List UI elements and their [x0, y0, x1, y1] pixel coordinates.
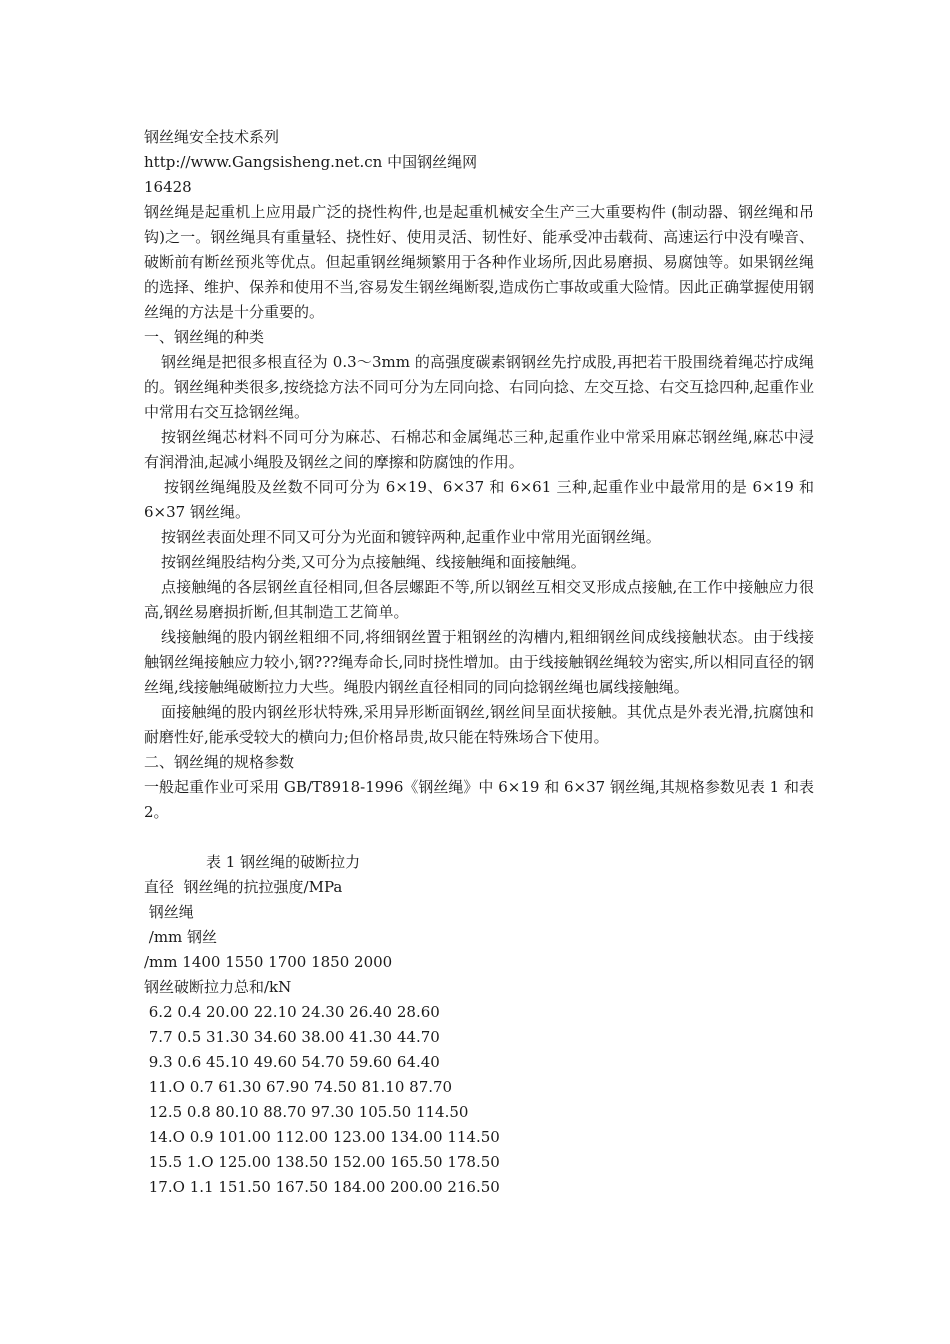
section1-paragraph: 按钢丝绳芯材料不同可分为麻芯、石棉芯和金属绳芯三种,起重作业中常采用麻芯钢丝绳,麻芯中浸有润滑油,起减小绳股及钢丝之间的摩擦和防腐蚀的作用。 [144, 428, 814, 471]
section1-paragraph: 钢丝绳是把很多根直径为 0.3～3mm 的高强度碳素钢钢丝先拧成股,再把若干股围绕着绳芯拧成绳的。钢丝绳种类很多,按绕捻方法不同可分为左同向捻、右同向捻、左交互捻、右交互捻四种,起重作业中常用右交互捻钢丝绳。 [144, 353, 814, 421]
table1-header-line: 钢丝绳 [144, 903, 194, 921]
table1-header-line: 钢丝破断拉力总和/kN [144, 978, 292, 996]
section1-paragraph: 面接触绳的股内钢丝形状特殊,采用异形断面钢丝,钢丝间呈面状接触。其优点是外表光滑,抗腐蚀和耐磨性好,能承受较大的横向力;但价格昂贵,故只能在特殊场合下使用。 [144, 703, 814, 746]
table1-header-line: /mm 1400 1550 1700 1850 2000 [144, 953, 393, 971]
section2-paragraph: 一般起重作业可采用 GB/T8918-1996《钢丝绳》中 6×19 和 6×37 钢丝绳,其规格参数见表 1 和表 2。 [144, 778, 814, 821]
section1-paragraph: 点接触绳的各层钢丝直径相同,但各层螺距不等,所以钢丝互相交叉形成点接触,在工作中接触应力很高,钢丝易磨损折断,但其制造工艺简单。 [144, 578, 814, 621]
section1-heading: 一、钢丝绳的种类 [144, 328, 265, 346]
section1-paragraph: 线接触绳的股内钢丝粗细不同,将细钢丝置于粗钢丝的沟槽内,粗细钢丝间成线接触状态。由于线接触钢丝绳接触应力较小,钢???绳寿命长,同时挠性增加。由于线接触钢丝绳较为密实,所以相同直径的钢丝绳,线接触绳破断拉力大些。绳股内钢丝直径相同的同向捻钢丝绳也属线接触绳。 [144, 628, 814, 696]
section2-heading: 二、钢丝绳的规格参数 [144, 753, 295, 771]
source-line: http://www.Gangsisheng.net.cn 中国钢丝绳网 [144, 153, 478, 171]
spacer [144, 825, 814, 850]
table1-row: 15.5 1.O 125.00 138.50 152.00 165.50 178.50 [144, 1153, 500, 1171]
document-number: 16428 [144, 178, 192, 196]
table1-header-line: 直径 钢丝绳的抗拉强度/MPa [144, 878, 343, 896]
section1-paragraph: 按钢丝绳股结构分类,又可分为点接触绳、线接触绳和面接触绳。 [161, 553, 586, 571]
table1-row: 11.O 0.7 61.30 67.90 74.50 81.10 87.70 [144, 1078, 453, 1096]
intro-paragraph: 钢丝绳是起重机上应用最广泛的挠性构件,也是起重机械安全生产三大重要构件 (制动器、钢丝绳和吊钩)之一。钢丝绳具有重量轻、挠性好、使用灵活、韧性好、能承受冲击载荷、高速运行中没有噪音、破断前有断丝预兆等优点。但起重钢丝绳频繁用于各种作业场所,因此易磨损、易腐蚀等。如果钢丝绳的选择、维护、保养和使用不当,容易发生钢丝绳断裂,造成伤亡事故或重大险情。因此正确掌握使用钢丝绳的方法是十分重要的。 [144, 203, 814, 321]
section1-paragraph: 按钢丝表面处理不同又可分为光面和镀锌两种,起重作业中常用光面钢丝绳。 [161, 528, 661, 546]
table1-row: 17.O 1.1 151.50 167.50 184.00 200.00 216.50 [144, 1178, 500, 1196]
document-page [144, 125, 814, 1200]
table1-header-line: /mm 钢丝 [144, 928, 218, 946]
table1-row: 6.2 0.4 20.00 22.10 24.30 26.40 28.60 [144, 1003, 440, 1021]
table1-row: 7.7 0.5 31.30 34.60 38.00 41.30 44.70 [144, 1028, 440, 1046]
document-title: 钢丝绳安全技术系列 [144, 128, 280, 146]
table1-row: 9.3 0.6 45.10 49.60 54.70 59.60 64.40 [144, 1053, 440, 1071]
table1-caption: 表 1 钢丝绳的破断拉力 [206, 853, 361, 871]
section1-paragraph: 按钢丝绳绳股及丝数不同可分为 6×19、6×37 和 6×61 三种,起重作业中最常用的是 6×19 和 6×37 钢丝绳。 [144, 478, 814, 521]
table1-row: 12.5 0.8 80.10 88.70 97.30 105.50 114.50 [144, 1103, 469, 1121]
table1-row: 14.O 0.9 101.00 112.00 123.00 134.00 114.50 [144, 1128, 500, 1146]
